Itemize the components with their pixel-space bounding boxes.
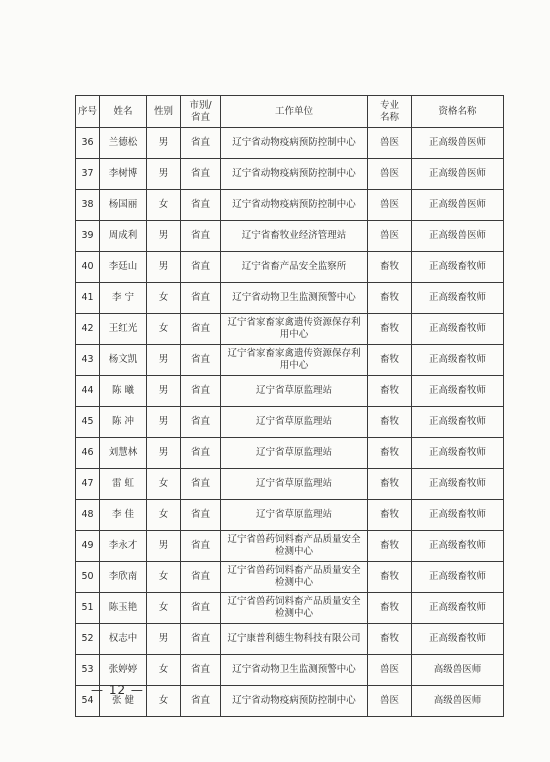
cell-city: 省直 [181, 345, 221, 376]
header-city: 市别/省直 [181, 96, 221, 128]
cell-major: 畜牧 [368, 345, 412, 376]
cell-no: 51 [76, 593, 100, 624]
cell-no: 46 [76, 438, 100, 469]
cell-unit: 辽宁省家畜家禽遗传资源保存利用中心 [221, 345, 368, 376]
cell-unit: 辽宁省动物疫病预防控制中心 [221, 190, 368, 221]
header-row [76, 96, 504, 128]
cell-unit: 辽宁省兽药饲料畜产品质量安全检测中心 [221, 562, 368, 593]
cell-qualification: 正高级兽医师 [412, 128, 504, 159]
cell-unit: 辽宁省动物疫病预防控制中心 [221, 686, 368, 717]
cell-major: 畜牧 [368, 438, 412, 469]
cell-city: 省直 [181, 221, 221, 252]
cell-no: 52 [76, 624, 100, 655]
cell-major: 畜牧 [368, 376, 412, 407]
cell-gender: 女 [147, 500, 181, 531]
cell-gender: 女 [147, 283, 181, 314]
cell-city: 省直 [181, 283, 221, 314]
cell-city: 省直 [181, 190, 221, 221]
cell-no: 42 [76, 314, 100, 345]
cell-qualification: 正高级畜牧师 [412, 252, 504, 283]
cell-unit: 辽宁省兽药饲料畜产品质量安全检测中心 [221, 593, 368, 624]
cell-no: 43 [76, 345, 100, 376]
cell-major: 畜牧 [368, 283, 412, 314]
header-unit: 工作单位 [221, 96, 368, 128]
cell-major: 畜牧 [368, 562, 412, 593]
cell-major: 兽医 [368, 655, 412, 686]
cell-city: 省直 [181, 314, 221, 345]
cell-major: 畜牧 [368, 500, 412, 531]
table-row [76, 314, 504, 345]
cell-gender: 女 [147, 655, 181, 686]
header-no: 序号 [76, 96, 100, 128]
cell-city: 省直 [181, 655, 221, 686]
cell-no: 54 [76, 686, 100, 717]
cell-gender: 男 [147, 438, 181, 469]
cell-qualification: 正高级兽医师 [412, 190, 504, 221]
cell-name: 刘慧林 [100, 438, 147, 469]
cell-gender: 女 [147, 562, 181, 593]
cell-unit: 辽宁省家畜家禽遗传资源保存利用中心 [221, 314, 368, 345]
cell-name: 李永才 [100, 531, 147, 562]
cell-city: 省直 [181, 407, 221, 438]
cell-major: 畜牧 [368, 593, 412, 624]
cell-unit: 辽宁省动物卫生监测预警中心 [221, 655, 368, 686]
cell-qualification: 高级兽医师 [412, 686, 504, 717]
cell-qualification: 正高级兽医师 [412, 221, 504, 252]
cell-no: 49 [76, 531, 100, 562]
cell-qualification: 高级兽医师 [412, 655, 504, 686]
cell-qualification: 正高级畜牧师 [412, 283, 504, 314]
cell-no: 38 [76, 190, 100, 221]
cell-qualification: 正高级畜牧师 [412, 562, 504, 593]
cell-major: 兽医 [368, 221, 412, 252]
cell-name: 李廷山 [100, 252, 147, 283]
cell-name: 李 佳 [100, 500, 147, 531]
cell-city: 省直 [181, 624, 221, 655]
cell-no: 47 [76, 469, 100, 500]
cell-major: 兽医 [368, 686, 412, 717]
cell-no: 37 [76, 159, 100, 190]
cell-city: 省直 [181, 500, 221, 531]
cell-city: 省直 [181, 469, 221, 500]
table-row [76, 252, 504, 283]
table-row [76, 128, 504, 159]
cell-gender: 女 [147, 314, 181, 345]
cell-unit: 辽宁省草原监理站 [221, 376, 368, 407]
cell-city: 省直 [181, 686, 221, 717]
header-qualification: 资格名称 [412, 96, 504, 128]
cell-city: 省直 [181, 531, 221, 562]
cell-major: 畜牧 [368, 314, 412, 345]
cell-unit: 辽宁省草原监理站 [221, 438, 368, 469]
cell-major: 兽医 [368, 128, 412, 159]
header-name: 姓名 [100, 96, 147, 128]
table-row [76, 593, 504, 624]
cell-unit: 辽宁省动物疫病预防控制中心 [221, 128, 368, 159]
cell-qualification: 正高级畜牧师 [412, 314, 504, 345]
cell-qualification: 正高级畜牧师 [412, 624, 504, 655]
cell-qualification: 正高级畜牧师 [412, 345, 504, 376]
cell-qualification: 正高级畜牧师 [412, 500, 504, 531]
cell-no: 41 [76, 283, 100, 314]
table-row [76, 159, 504, 190]
cell-gender: 女 [147, 190, 181, 221]
cell-major: 畜牧 [368, 407, 412, 438]
cell-name: 兰德松 [100, 128, 147, 159]
table-row [76, 469, 504, 500]
cell-unit: 辽宁省畜产品安全监察所 [221, 252, 368, 283]
cell-unit: 辽宁省草原监理站 [221, 407, 368, 438]
cell-gender: 女 [147, 686, 181, 717]
cell-major: 畜牧 [368, 252, 412, 283]
cell-name: 陈 冲 [100, 407, 147, 438]
cell-no: 44 [76, 376, 100, 407]
cell-gender: 女 [147, 469, 181, 500]
cell-no: 45 [76, 407, 100, 438]
cell-unit: 辽宁省动物疫病预防控制中心 [221, 159, 368, 190]
cell-unit: 辽宁省兽药饲料畜产品质量安全检测中心 [221, 531, 368, 562]
table-header [76, 96, 504, 128]
cell-qualification: 正高级畜牧师 [412, 407, 504, 438]
cell-major: 畜牧 [368, 469, 412, 500]
cell-name: 李欣南 [100, 562, 147, 593]
cell-gender: 男 [147, 159, 181, 190]
cell-city: 省直 [181, 159, 221, 190]
cell-gender: 男 [147, 128, 181, 159]
table-row [76, 438, 504, 469]
cell-qualification: 正高级兽医师 [412, 159, 504, 190]
table-row [76, 624, 504, 655]
table-row [76, 345, 504, 376]
cell-name: 权志中 [100, 624, 147, 655]
cell-name: 雷 虹 [100, 469, 147, 500]
header-gender: 性别 [147, 96, 181, 128]
cell-unit: 辽宁省草原监理站 [221, 500, 368, 531]
cell-qualification: 正高级畜牧师 [412, 531, 504, 562]
cell-gender: 男 [147, 252, 181, 283]
cell-qualification: 正高级畜牧师 [412, 593, 504, 624]
cell-major: 畜牧 [368, 624, 412, 655]
cell-no: 39 [76, 221, 100, 252]
cell-name: 杨文凯 [100, 345, 147, 376]
cell-no: 53 [76, 655, 100, 686]
cell-major: 畜牧 [368, 531, 412, 562]
page-number: — 12 — [91, 683, 144, 697]
cell-name: 张 健 [100, 686, 147, 717]
cell-unit: 辽宁省草原监理站 [221, 469, 368, 500]
cell-name: 周成利 [100, 221, 147, 252]
cell-qualification: 正高级畜牧师 [412, 469, 504, 500]
cell-unit: 辽宁康普利德生物科技有限公司 [221, 624, 368, 655]
cell-no: 40 [76, 252, 100, 283]
cell-no: 50 [76, 562, 100, 593]
cell-gender: 男 [147, 345, 181, 376]
table-row [76, 562, 504, 593]
table-row [76, 655, 504, 686]
cell-major: 兽医 [368, 159, 412, 190]
table-row [76, 531, 504, 562]
cell-unit: 辽宁省动物卫生监测预警中心 [221, 283, 368, 314]
cell-city: 省直 [181, 438, 221, 469]
table-row [76, 283, 504, 314]
table-row [76, 221, 504, 252]
cell-name: 陈 曦 [100, 376, 147, 407]
cell-qualification: 正高级畜牧师 [412, 376, 504, 407]
cell-city: 省直 [181, 376, 221, 407]
cell-name: 王红光 [100, 314, 147, 345]
cell-no: 36 [76, 128, 100, 159]
header-major: 专业名称 [368, 96, 412, 128]
cell-name: 杨国丽 [100, 190, 147, 221]
table-row [76, 407, 504, 438]
cell-gender: 男 [147, 376, 181, 407]
cell-city: 省直 [181, 128, 221, 159]
cell-gender: 男 [147, 407, 181, 438]
cell-major: 兽医 [368, 190, 412, 221]
cell-name: 张婷婷 [100, 655, 147, 686]
cell-gender: 男 [147, 221, 181, 252]
table-row [76, 376, 504, 407]
roster-table [75, 95, 504, 717]
table-row [76, 500, 504, 531]
cell-unit: 辽宁省畜牧业经济管理站 [221, 221, 368, 252]
cell-name: 李树博 [100, 159, 147, 190]
cell-gender: 男 [147, 531, 181, 562]
cell-city: 省直 [181, 593, 221, 624]
cell-no: 48 [76, 500, 100, 531]
table-body [76, 128, 504, 717]
cell-name: 陈玉艳 [100, 593, 147, 624]
cell-qualification: 正高级畜牧师 [412, 438, 504, 469]
cell-name: 李 宁 [100, 283, 147, 314]
cell-city: 省直 [181, 562, 221, 593]
cell-gender: 男 [147, 624, 181, 655]
cell-gender: 女 [147, 593, 181, 624]
table-row [76, 190, 504, 221]
cell-city: 省直 [181, 252, 221, 283]
